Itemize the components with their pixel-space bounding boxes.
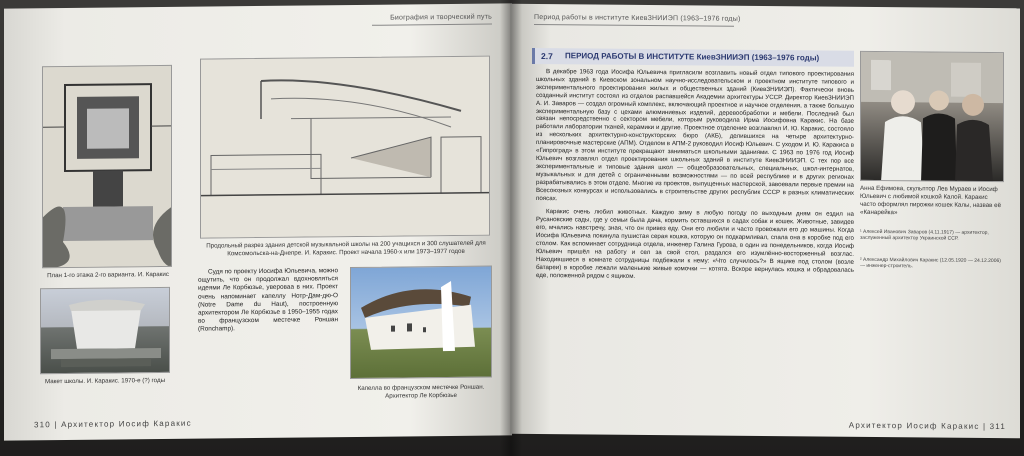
running-head-rule-right	[534, 24, 734, 27]
chapter-title: ПЕРИОД РАБОТЫ В ИНСТИТУТЕ КиевЗНИИЭП (1963–1976 годы)	[565, 51, 820, 63]
chapter-number: 2.7	[541, 51, 553, 62]
footnote-2: ² Александр Михайлович Каракис (12.05.1920 — 24.12.2006) — инженер-строитель.	[860, 256, 1001, 270]
chapter-heading	[532, 48, 854, 67]
section-drawing	[200, 56, 490, 239]
ronchamp-chapel-photo	[350, 266, 492, 379]
school-model-photo	[40, 287, 170, 374]
running-head-left: Биография и творческий путь	[390, 13, 492, 22]
right-page	[510, 4, 1020, 438]
folio-left: 310 | Архитектор Иосиф Каракис	[34, 418, 192, 430]
left-page	[4, 3, 512, 440]
running-head-right: Период работы в институте КиевЗНИИЭП (1963–1976 годы)	[534, 13, 741, 23]
right-paragraph-1: В декабре 1963 года Иосифа Юльевича пригласили возглавить новый отдел типового проектирования школьных зданий в Киевском зональном научно-исследовательском и проектном институте типового и экспериментального проектирования жилых и общественных зданий (КиевЗНИИЭП). Фактически вновь созданный институт состоял из отделов распавшейся Академии архитектуры УССР. Директор КиевЗНИИЭП А. И. Заваров — создал огромный комплекс, включающий проектное и научное отделения, а также большую экспериментальную базу с цехами алюминиевых изделий, деревообработки и мебели. Последний был связан непосредственно с сектором мебели, которым руководила Ирма Иосифовна Каракис. На базе работали лаборатории тканей, керамики и другие. Проектное отделение возглавлял И. Ю. Каракис, состояло из нескольких архитектурно-конструкторских бюро (АКБ), делившихся на четыре архитектурно-планировочные мастерские (АПМ). Отделом в АПМ-2 руководил Иосиф Юльевич. С уходом И. Ю. Каракиса в «Гипроград» в этом институте прекращают заниматься школьными зданиями. С 1963 по 1976 год Иосиф Юльевич возглавлял отдел проектирования школьных зданий в институте КиевЗНИИЭП. С тех пор все экспериментальные и типовые здания школ — общеобразовательных, специальных, школ-интернатов, музыкальных и для детей с ограниченными возможностями — по всей республике и в других регионах разрабатывались в этом отделе. Многие из проектов, выпущенных мастерской, завоевали первые премии на Всесоюзных конкурсах и использовались в строительстве других республик СССР в разных климатических поясах.	[536, 68, 854, 202]
floor-plan-caption: План 1-го этажа 2-го варианта. И. Каракис	[47, 270, 169, 280]
right-body-text	[536, 68, 854, 282]
left-body-paragraph: Судя по проекту Иосифа Юльевича, можно ощутить, что он продолжал вдохновляться идеями Ле Корбюзье, увероваа в них. Проект очень напоминает капеллу Нотр-Дам-дю-О (Notre Dame du Haut), построенную архитектором Ле Корбюзье в 1950–1955 годах во французском местечке Роншан (Ronchamp).	[198, 267, 338, 334]
footnote-1: ¹ Алексей Иванович Заваров (4.11.1917) — архитектор, заслуженный архитектор Украинской ССР.	[860, 228, 989, 243]
photo-caption: Анна Ефимова, скульптор Лев Мураев и Иосиф Юльевич с любимой кошкой Калой. Каракис часто оформлял пирожки кошек Калы, назвав её «Канарейка»	[860, 184, 1002, 217]
book-spine-shadow	[500, 0, 522, 456]
right-paragraph-2: Каракис очень любил животных. Каждую зиму в любую погоду по выходным дням он ездил на Русановские сады, где у семьи была дача, кормить оставшихся в садах собак и кошек. Животные, завидев его, мчались навстречу, зная, что он привез еду. Они его любили и часто провожали его до машины. Когда Иосифа Юльевича покинула пушистая серая кошка, которую он подкармливал, спала она в коробке под его столом. Как вспоминает сотрудница отдела, инженер Галина Гурова, в один из понедельников, когда Иосиф Юльевич пришёл на работу и сел за свой стол, раздался его изумлённо-восторженный возглас. Находившиеся в комнате сотрудницы подбежали к нему: «Что случилось?» В ящике под столом (возле батареи) в коробке лежали маленькие живые комочки — котята. Вскоре вернулась кошка и обрадовалась еде, положенной рядом с ящиком.	[536, 208, 854, 280]
people-with-cat-photo	[860, 51, 1004, 182]
model-caption: Макет школы. И. Каракис. 1970-е (?) годы	[44, 376, 166, 386]
running-head-rule	[372, 24, 492, 26]
folio-right: Архитектор Иосиф Каракис | 311	[848, 420, 1006, 432]
chapel-caption: Капелла во французском местечке Роншан. Архитектор Ле Корбюзье	[357, 383, 485, 400]
floor-plan-drawing	[42, 65, 172, 268]
left-body-text	[198, 267, 338, 334]
section-caption: Продольный разрез здания детской музыкальной школы на 200 учащихся и 300 слушателей для Комсомольска-на-Днепре. И. Каракис. Проект начала 1960-х или 1973–1977 годов	[206, 239, 486, 258]
